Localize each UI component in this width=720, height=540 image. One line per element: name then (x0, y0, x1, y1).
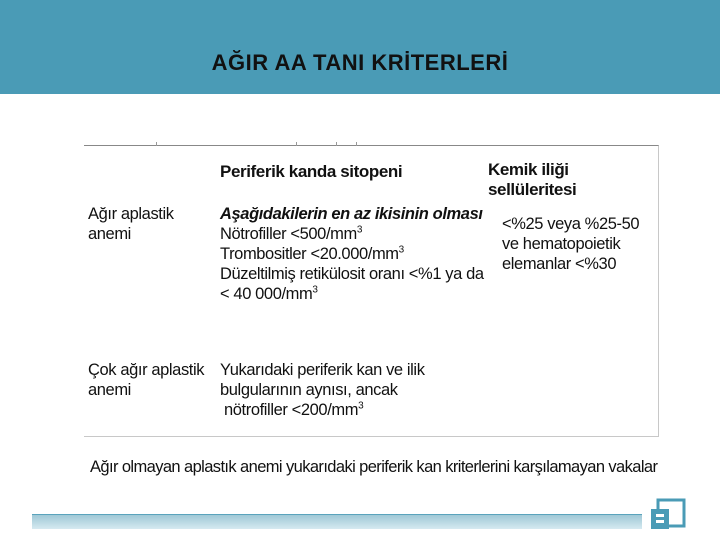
neutrophil-criterion: Nötrofiller $<500/mm^3$ (220, 224, 362, 243)
neutrophil-criterion: nötrofiller $<200/mm^3$ (224, 400, 364, 419)
row-label-severe (88, 204, 174, 244)
very-severe-criteria (220, 360, 425, 420)
table-tick (156, 142, 157, 146)
row-label-line: Çok ağır aplastik (88, 361, 205, 379)
row-label-line: Ağır aplastik (88, 205, 174, 223)
row-label-line: anemi (88, 381, 131, 399)
footer-note: Ağır olmayan aplastık anemi yukarıdaki periferik kan kriterlerini karşılamayan vakalar (90, 458, 658, 476)
marrow-line: elemanlar <%30 (502, 255, 617, 273)
reticulocyte-count: < 40 $000/mm^3$ (220, 284, 318, 303)
criteria-table (84, 145, 659, 437)
corner-logo-icon (648, 497, 688, 533)
header-peripheral: Periferik kanda sitopeni (220, 162, 403, 181)
table-tick (356, 142, 357, 146)
criteria-intro: Aşağıdakilerin en az ikisinin olması (220, 205, 483, 223)
platelet-criterion: Trombositler $<20.000/mm^3$ (220, 244, 404, 263)
row-label-very-severe (88, 360, 204, 400)
header-marrow: Kemik iliği sellüleritesi (488, 160, 577, 199)
reticulocyte-criterion: Düzeltilmiş retikülosit oranı <%1 ya da (220, 265, 484, 283)
severe-criteria (220, 204, 484, 304)
table-tick (336, 142, 337, 146)
slide-title: AĞIR AA TANI KRİTERLERİ (211, 50, 509, 75)
criteria-line: Yukarıdaki periferik kan ve ilik (220, 361, 425, 379)
marrow-criteria (502, 214, 639, 274)
table-tick (296, 142, 297, 146)
header-white-area (0, 0, 720, 94)
criteria-line: bulgularının aynısı, ancak (220, 381, 398, 399)
marrow-line: <%25 veya %25-50 (502, 215, 640, 233)
row-label-line: anemi (88, 225, 131, 243)
marrow-line: ve hematopoietik (502, 235, 621, 253)
bottom-bar (32, 514, 642, 529)
